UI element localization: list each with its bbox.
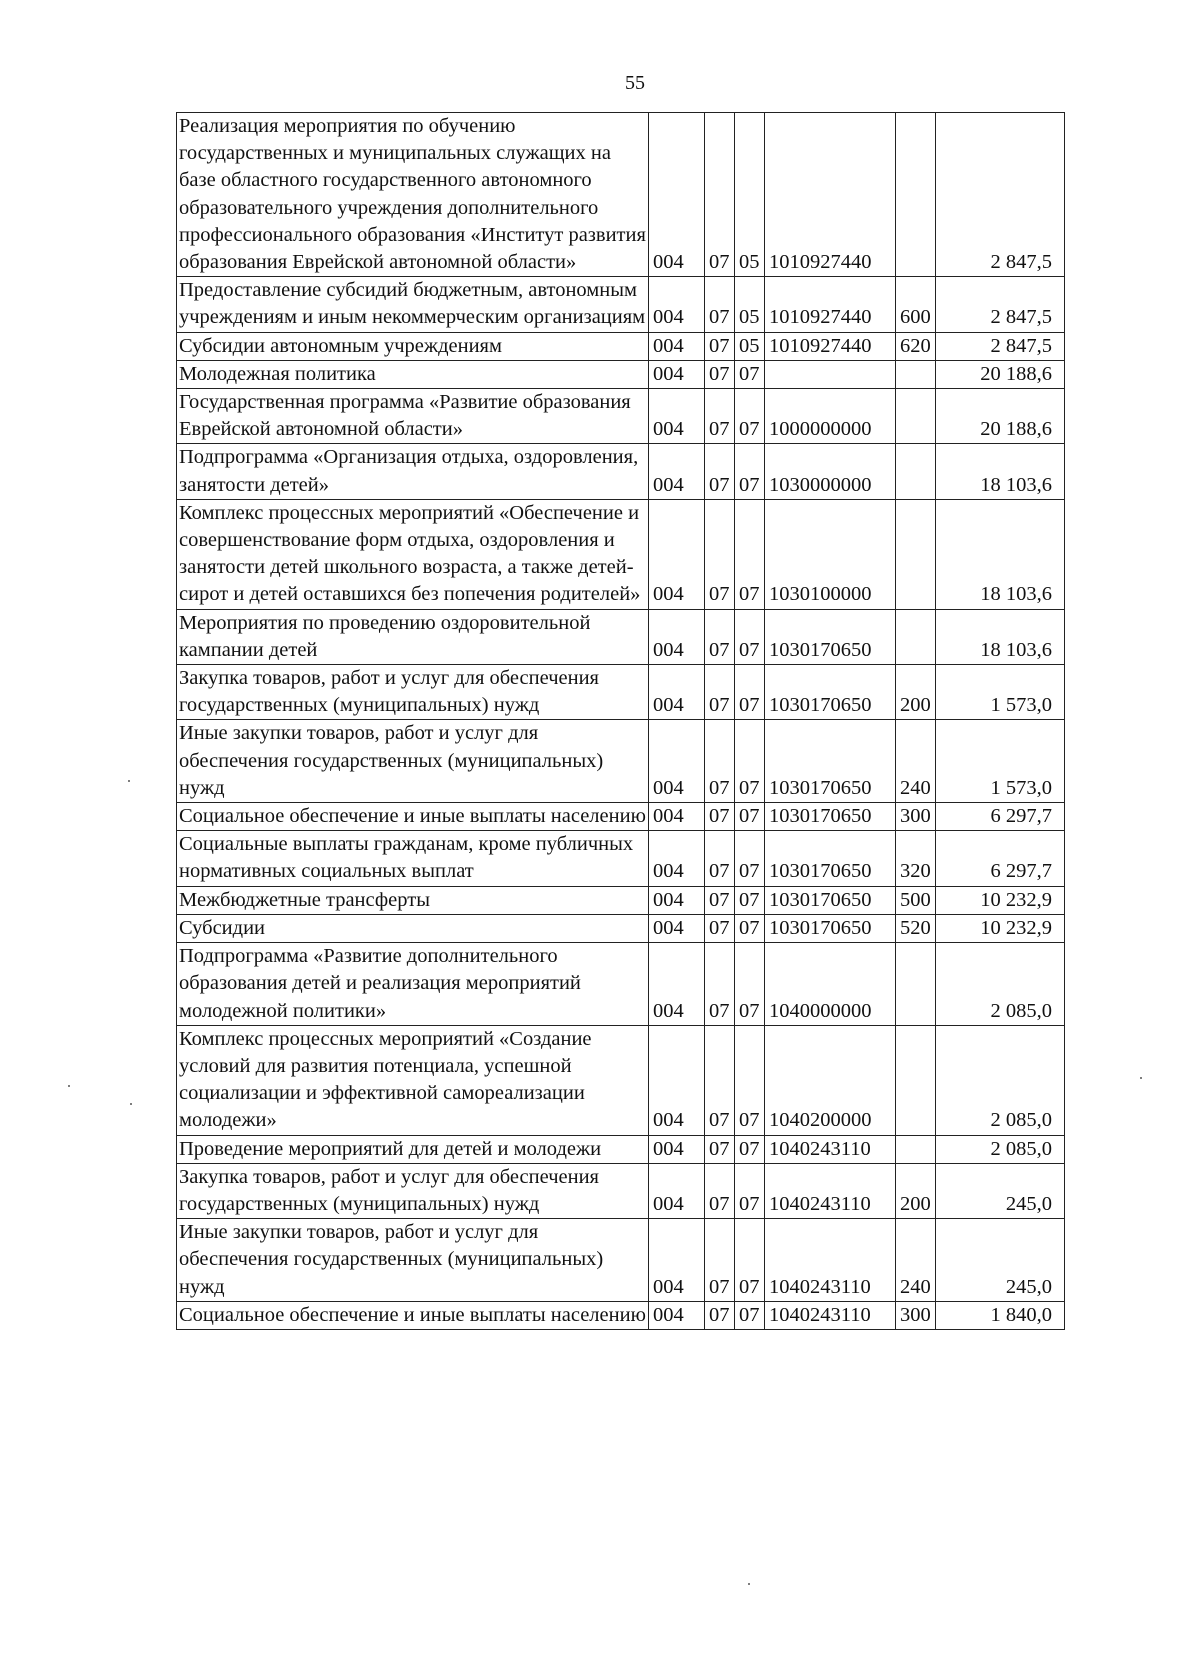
table-row — [177, 1025, 1065, 1135]
row-grbs: 004 — [649, 360, 705, 388]
row-podrazdel: 07 — [735, 1163, 765, 1218]
row-name: Социальное обеспечение и иные выплаты населению — [177, 1301, 649, 1329]
row-sum: 10 232,9 — [936, 886, 1065, 914]
row-podrazdel: 07 — [735, 360, 765, 388]
row-name: Комплекс процессных мероприятий «Создание условий для развития потенциала, успешной социализации и эффективной самореализации молодежи» — [177, 1025, 649, 1135]
row-sum: 18 103,6 — [936, 609, 1065, 664]
row-name: Социальные выплаты гражданам, кроме публичных нормативных социальных выплат — [177, 831, 649, 886]
row-expense-type: 320 — [896, 831, 936, 886]
row-target-article: 1030170650 — [765, 803, 896, 831]
row-expense-type — [896, 444, 936, 499]
row-podrazdel: 07 — [735, 499, 765, 609]
table-row — [177, 332, 1065, 360]
row-podrazdel: 07 — [735, 720, 765, 803]
table-row — [177, 1301, 1065, 1329]
row-razdel: 07 — [705, 1301, 735, 1329]
row-name: Подпрограмма «Развитие дополнительного образования детей и реализация мероприятий молодежной политики» — [177, 943, 649, 1026]
row-grbs: 004 — [649, 914, 705, 942]
row-grbs: 004 — [649, 831, 705, 886]
row-target-article: 1010927440 — [765, 332, 896, 360]
row-target-article: 1030170650 — [765, 720, 896, 803]
row-razdel: 07 — [705, 1163, 735, 1218]
row-target-article: 1030170650 — [765, 914, 896, 942]
row-sum: 245,0 — [936, 1219, 1065, 1302]
row-expense-type: 300 — [896, 803, 936, 831]
row-sum: 18 103,6 — [936, 499, 1065, 609]
row-sum: 1 573,0 — [936, 665, 1065, 720]
table-row — [177, 665, 1065, 720]
row-name: Проведение мероприятий для детей и молодежи — [177, 1135, 649, 1163]
row-sum: 245,0 — [936, 1163, 1065, 1218]
row-expense-type: 600 — [896, 277, 936, 332]
row-razdel: 07 — [705, 803, 735, 831]
row-sum: 10 232,9 — [936, 914, 1065, 942]
row-name: Комплекс процессных мероприятий «Обеспечение и совершенствование форм отдыха, оздоровления и занятости детей школьного возраста, а также детей-сирот и детей оставшихся без попечения родителей» — [177, 499, 649, 609]
row-podrazdel: 07 — [735, 1301, 765, 1329]
row-podrazdel: 07 — [735, 665, 765, 720]
scan-speck — [748, 1583, 750, 1585]
row-sum: 2 847,5 — [936, 332, 1065, 360]
row-grbs: 004 — [649, 720, 705, 803]
row-razdel: 07 — [705, 943, 735, 1026]
row-podrazdel: 07 — [735, 803, 765, 831]
row-expense-type: 200 — [896, 1163, 936, 1218]
row-grbs: 004 — [649, 499, 705, 609]
row-sum: 20 188,6 — [936, 389, 1065, 444]
row-name: Субсидии — [177, 914, 649, 942]
row-grbs: 004 — [649, 1163, 705, 1218]
row-grbs: 004 — [649, 444, 705, 499]
row-podrazdel: 05 — [735, 113, 765, 277]
row-grbs: 004 — [649, 886, 705, 914]
table-row — [177, 886, 1065, 914]
row-razdel: 07 — [705, 1025, 735, 1135]
row-target-article: 1040243110 — [765, 1135, 896, 1163]
row-expense-type — [896, 360, 936, 388]
row-target-article: 1030170650 — [765, 665, 896, 720]
row-grbs: 004 — [649, 389, 705, 444]
row-target-article: 1030170650 — [765, 609, 896, 664]
row-expense-type: 520 — [896, 914, 936, 942]
table-row — [177, 914, 1065, 942]
row-target-article: 1030170650 — [765, 831, 896, 886]
table-row — [177, 609, 1065, 664]
row-grbs: 004 — [649, 1135, 705, 1163]
row-expense-type: 240 — [896, 1219, 936, 1302]
row-expense-type — [896, 1135, 936, 1163]
row-name: Государственная программа «Развитие образования Еврейской автономной области» — [177, 389, 649, 444]
table-row — [177, 277, 1065, 332]
row-podrazdel: 05 — [735, 332, 765, 360]
row-sum: 6 297,7 — [936, 803, 1065, 831]
row-target-article: 1000000000 — [765, 389, 896, 444]
row-razdel: 07 — [705, 360, 735, 388]
table-row — [177, 1135, 1065, 1163]
table-row — [177, 831, 1065, 886]
budget-table — [176, 112, 1065, 1330]
table-row — [177, 943, 1065, 1026]
row-razdel: 07 — [705, 389, 735, 444]
row-podrazdel: 05 — [735, 277, 765, 332]
row-name: Закупка товаров, работ и услуг для обеспечения государственных (муниципальных) нужд — [177, 1163, 649, 1218]
row-razdel: 07 — [705, 720, 735, 803]
row-podrazdel: 07 — [735, 609, 765, 664]
table-row — [177, 389, 1065, 444]
row-target-article: 1030170650 — [765, 886, 896, 914]
row-sum: 2 085,0 — [936, 1025, 1065, 1135]
row-razdel: 07 — [705, 886, 735, 914]
table-row — [177, 803, 1065, 831]
row-sum: 2 085,0 — [936, 943, 1065, 1026]
row-razdel: 07 — [705, 332, 735, 360]
row-razdel: 07 — [705, 914, 735, 942]
row-razdel: 07 — [705, 1135, 735, 1163]
scan-speck — [68, 1085, 70, 1087]
table-row — [177, 113, 1065, 277]
row-podrazdel: 07 — [735, 831, 765, 886]
page-number: 55 — [625, 72, 645, 94]
row-sum: 2 085,0 — [936, 1135, 1065, 1163]
row-target-article: 1030000000 — [765, 444, 896, 499]
row-expense-type — [896, 499, 936, 609]
row-podrazdel: 07 — [735, 943, 765, 1026]
row-name: Закупка товаров, работ и услуг для обеспечения государственных (муниципальных) нужд — [177, 665, 649, 720]
scan-speck — [130, 1103, 132, 1105]
row-podrazdel: 07 — [735, 1135, 765, 1163]
row-sum: 1 840,0 — [936, 1301, 1065, 1329]
row-expense-type — [896, 113, 936, 277]
row-expense-type — [896, 609, 936, 664]
row-podrazdel: 07 — [735, 886, 765, 914]
row-grbs: 004 — [649, 1219, 705, 1302]
row-razdel: 07 — [705, 113, 735, 277]
row-grbs: 004 — [649, 803, 705, 831]
row-target-article: 1030100000 — [765, 499, 896, 609]
budget-table-body — [177, 113, 1065, 1330]
row-name: Подпрограмма «Организация отдыха, оздоровления, занятости детей» — [177, 444, 649, 499]
row-grbs: 004 — [649, 1025, 705, 1135]
row-target-article — [765, 360, 896, 388]
row-razdel: 07 — [705, 609, 735, 664]
row-name: Молодежная политика — [177, 360, 649, 388]
row-name: Субсидии автономным учреждениям — [177, 332, 649, 360]
row-expense-type — [896, 389, 936, 444]
row-name: Мероприятия по проведению оздоровительной кампании детей — [177, 609, 649, 664]
row-name: Реализация мероприятия по обучению государственных и муниципальных служащих на базе областного государственного автономного образовательного учреждения дополнительного профессионального образования «Институт развития образования Еврейской автономной области» — [177, 113, 649, 277]
table-row — [177, 499, 1065, 609]
row-grbs: 004 — [649, 665, 705, 720]
row-target-article: 1040243110 — [765, 1163, 896, 1218]
row-grbs: 004 — [649, 1301, 705, 1329]
row-podrazdel: 07 — [735, 444, 765, 499]
row-razdel: 07 — [705, 665, 735, 720]
row-podrazdel: 07 — [735, 389, 765, 444]
row-sum: 20 188,6 — [936, 360, 1065, 388]
row-target-article: 1040200000 — [765, 1025, 896, 1135]
row-expense-type: 240 — [896, 720, 936, 803]
table-row — [177, 1219, 1065, 1302]
row-target-article: 1010927440 — [765, 113, 896, 277]
table-row — [177, 720, 1065, 803]
row-grbs: 004 — [649, 609, 705, 664]
row-sum: 18 103,6 — [936, 444, 1065, 499]
row-expense-type: 500 — [896, 886, 936, 914]
row-podrazdel: 07 — [735, 914, 765, 942]
row-name: Иные закупки товаров, работ и услуг для обеспечения государственных (муниципальных) нужд — [177, 720, 649, 803]
row-razdel: 07 — [705, 499, 735, 609]
row-name: Иные закупки товаров, работ и услуг для обеспечения государственных (муниципальных) нужд — [177, 1219, 649, 1302]
row-target-article: 1040243110 — [765, 1301, 896, 1329]
row-sum: 1 573,0 — [936, 720, 1065, 803]
row-expense-type: 620 — [896, 332, 936, 360]
row-name: Межбюджетные трансферты — [177, 886, 649, 914]
row-grbs: 004 — [649, 113, 705, 277]
table-row — [177, 444, 1065, 499]
row-razdel: 07 — [705, 1219, 735, 1302]
row-target-article: 1040000000 — [765, 943, 896, 1026]
row-sum: 2 847,5 — [936, 113, 1065, 277]
row-expense-type — [896, 1025, 936, 1135]
row-grbs: 004 — [649, 943, 705, 1026]
row-name: Социальное обеспечение и иные выплаты населению — [177, 803, 649, 831]
row-expense-type: 300 — [896, 1301, 936, 1329]
row-sum: 2 847,5 — [936, 277, 1065, 332]
table-row — [177, 1163, 1065, 1218]
row-sum: 6 297,7 — [936, 831, 1065, 886]
row-razdel: 07 — [705, 831, 735, 886]
row-expense-type — [896, 943, 936, 1026]
scan-speck — [1140, 1077, 1142, 1079]
row-razdel: 07 — [705, 277, 735, 332]
row-expense-type: 200 — [896, 665, 936, 720]
row-podrazdel: 07 — [735, 1025, 765, 1135]
table-row — [177, 360, 1065, 388]
row-grbs: 004 — [649, 277, 705, 332]
row-target-article: 1040243110 — [765, 1219, 896, 1302]
row-grbs: 004 — [649, 332, 705, 360]
row-name: Предоставление субсидий бюджетным, автономным учреждениям и иным некоммерческим организациям — [177, 277, 649, 332]
row-podrazdel: 07 — [735, 1219, 765, 1302]
row-target-article: 1010927440 — [765, 277, 896, 332]
scan-speck — [128, 780, 130, 782]
row-razdel: 07 — [705, 444, 735, 499]
